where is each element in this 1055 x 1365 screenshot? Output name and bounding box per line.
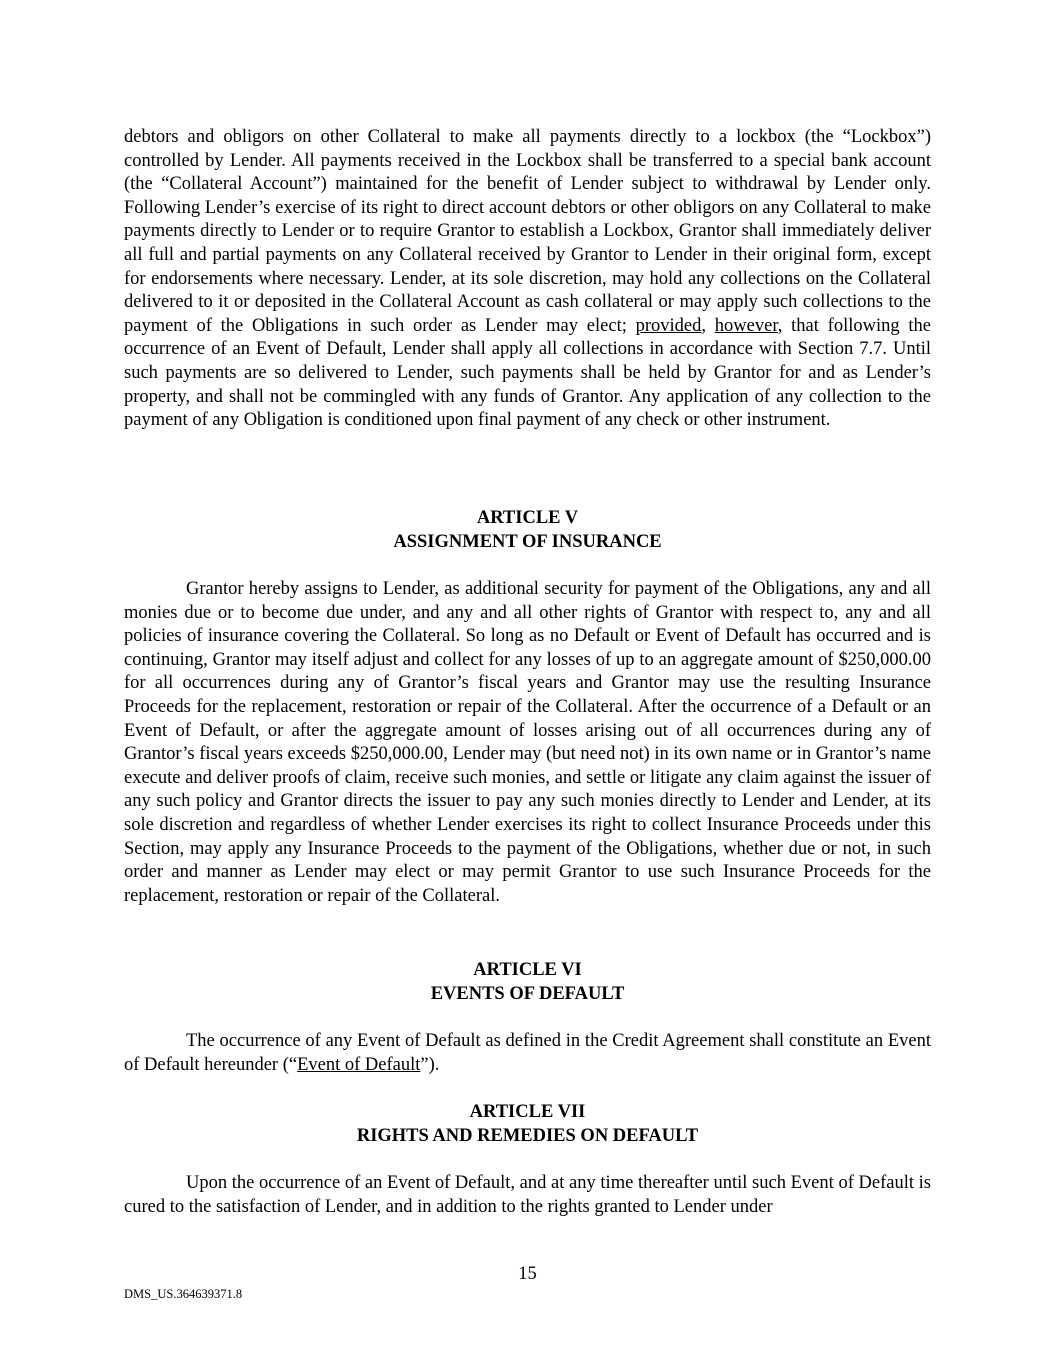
article-vi-title: EVENTS OF DEFAULT	[430, 983, 625, 1004]
intro-text-a: debtors and obligors on other Collateral to make all payments directly to a lockbox (the “Lockbox”) controlled by Lender. All payments received in the Lockbox shall be transferred to a special bank account (the “Collateral Account”) maintained for the benefit of Lender subject to withdrawal by Lender only. Following Lender’s exercise of its right to direct account debtors or other obligors on any Collateral to make payments directly to Lender or to require Grantor to establish a Lockbox, Grantor shall immediately deliver all full and partial payments on any Collateral received by Grantor to Lender in their original form, except for endorsements where necessary. Lender, at its sole discretion, may hold any collections on the Collateral delivered to it or deposited in the Collateral Account as cash collateral or may apply such collections to the payment of the Obligations in such order as Lender may elect;	[124, 127, 931, 336]
article-vi-heading	[124, 959, 931, 1006]
article-vii-title: RIGHTS AND REMEDIES ON DEFAULT	[356, 1125, 699, 1146]
article-v-number: ARTICLE V	[476, 508, 579, 528]
article-vi-paragraph	[124, 1030, 931, 1077]
article-v-heading	[124, 507, 931, 554]
article-vi-body-b: ”).	[420, 1054, 440, 1075]
intro-separator: ,	[701, 315, 715, 336]
article-v-title: ASSIGNMENT OF INSURANCE	[393, 531, 662, 552]
intro-paragraph	[124, 126, 931, 433]
article-vi-body-a: The occurrence of any Event of Default as defined in the Credit Agreement shall constitute an Event of Default hereunder (“	[124, 1031, 931, 1075]
article-v-paragraph	[124, 578, 931, 908]
event-of-default-term: Event of Default	[297, 1054, 421, 1075]
intro-text-b: , that following the occurrence of an Event of Default, Lender shall apply all collections in accordance with Section 7.7. Until such payments are so delivered to Lender, such payments shall be held by Grantor for and as Lender’s property, and shall not be commingled with any funds of Grantor. Any application of any collection to the payment of any Obligation is conditioned upon final payment of any check or other instrument.	[124, 315, 931, 431]
article-v-body: Grantor hereby assigns to Lender, as additional security for payment of the Obligations, any and all monies due or to become due under, and any and all other rights of Grantor with respect to, any and all policies of insurance covering the Collateral. So long as no Default or Event of Default has occurred and is continuing, Grantor may itself adjust and collect for any losses of up to an aggregate amount of $250,000.00 for all occurrences during any of Grantor’s fiscal years and Grantor may use the resulting Insurance Proceeds for the replacement, restoration or repair of the Collateral. After the occurrence of a Default or an Event of Default, or after the aggregate amount of losses arising out of all occurrences during any of Grantor’s fiscal years exceeds $250,000.00, Lender may (but need not) in its own name or in Grantor’s name execute and deliver proofs of claim, receive such monies, and settle or litigate any claim against the issuer of any such policy and Grantor directs the issuer to pay any such monies directly to Lender and Lender, at its sole discretion and regardless of whether Lender exercises its right to collect Insurance Proceeds under this Section, may apply any Insurance Proceeds to the payment of the Obligations, whether due or not, in such order and manner as Lender may elect or may permit Grantor to use such Insurance Proceeds for the replacement, restoration or repair of the Collateral.	[124, 579, 931, 906]
document-id: DMS_US.364639371.8	[124, 1287, 243, 1301]
page-number: 15	[518, 1264, 537, 1284]
article-vii-body: Upon the occurrence of an Event of Default, and at any time thereafter until such Event of Default is cured to the satisfaction of Lender, and in addition to the rights granted to Lender under	[124, 1173, 931, 1217]
article-vii-number: ARTICLE VII	[469, 1102, 586, 1122]
article-vi-number: ARTICLE VI	[473, 960, 582, 980]
provided-term: provided	[635, 315, 702, 336]
article-vii-paragraph	[124, 1172, 931, 1219]
article-vii-heading	[124, 1101, 931, 1148]
however-term: however	[714, 315, 778, 336]
